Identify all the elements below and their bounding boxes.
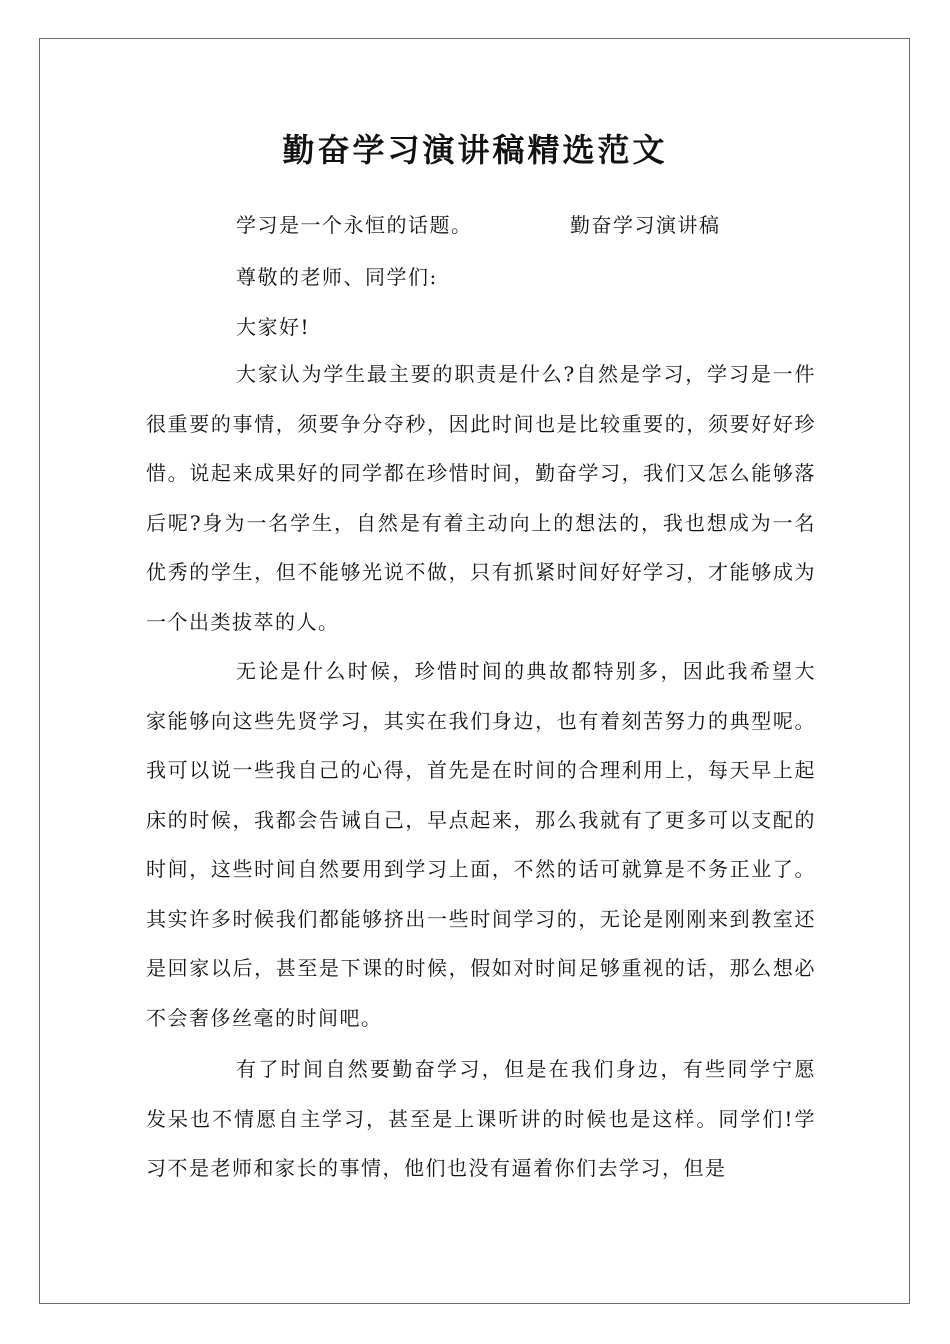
intro-lead: 学习是一个永恒的话题。	[236, 213, 473, 237]
greeting: 大家好!	[236, 315, 311, 339]
salutation: 尊敬的老师、同学们:	[236, 265, 438, 289]
intro-tag: 勤奋学习演讲稿	[570, 213, 721, 237]
body-paragraph-2: 无论是什么时候，珍惜时间的典故都特别多，因此我希望大家能够向这些先贤学习，其实在我们身边，也有着刻苦努力的典型呢。我可以说一些我自己的心得，首先是在时间的合理利用上，每天早上起床的时候，我都会告诫自己，早点起来，那么我就有了更多可以支配的时间，这些时间自然要用到学习上面，不然的话可就算是不务正业了。其实许多时候我们都能够挤出一些时间学习的，无论是刚刚来到教室还是回家以后，甚至是下课的时候，假如对时间足够重视的话，那么想必不会奢侈丝毫的时间吧。	[146, 659, 816, 1030]
body-paragraph-1: 大家认为学生最主要的职责是什么?自然是学习，学习是一件很重要的事情，须要争分夺秒，因此时间也是比较重要的，须要好好珍惜。说起来成果好的同学都在珍惜时间，勤奋学习，我们又怎么能够落后呢?身为一名学生，自然是有着主动向上的想法的，我也想成为一名优秀的学生，但不能够光说不做，只有抓紧时间好好学习，才能够成为一个出类拔萃的人。	[146, 362, 816, 634]
document-title: 勤奋学习演讲稿精选范文	[282, 131, 668, 169]
body-paragraph-3: 有了时间自然要勤奋学习，但是在我们身边，有些同学宁愿发呆也不情愿自主学习，甚至是上课听讲的时候也是这样。同学们!学习不是老师和家长的事情，他们也没有逼着你们去学习，但是	[146, 1057, 816, 1180]
